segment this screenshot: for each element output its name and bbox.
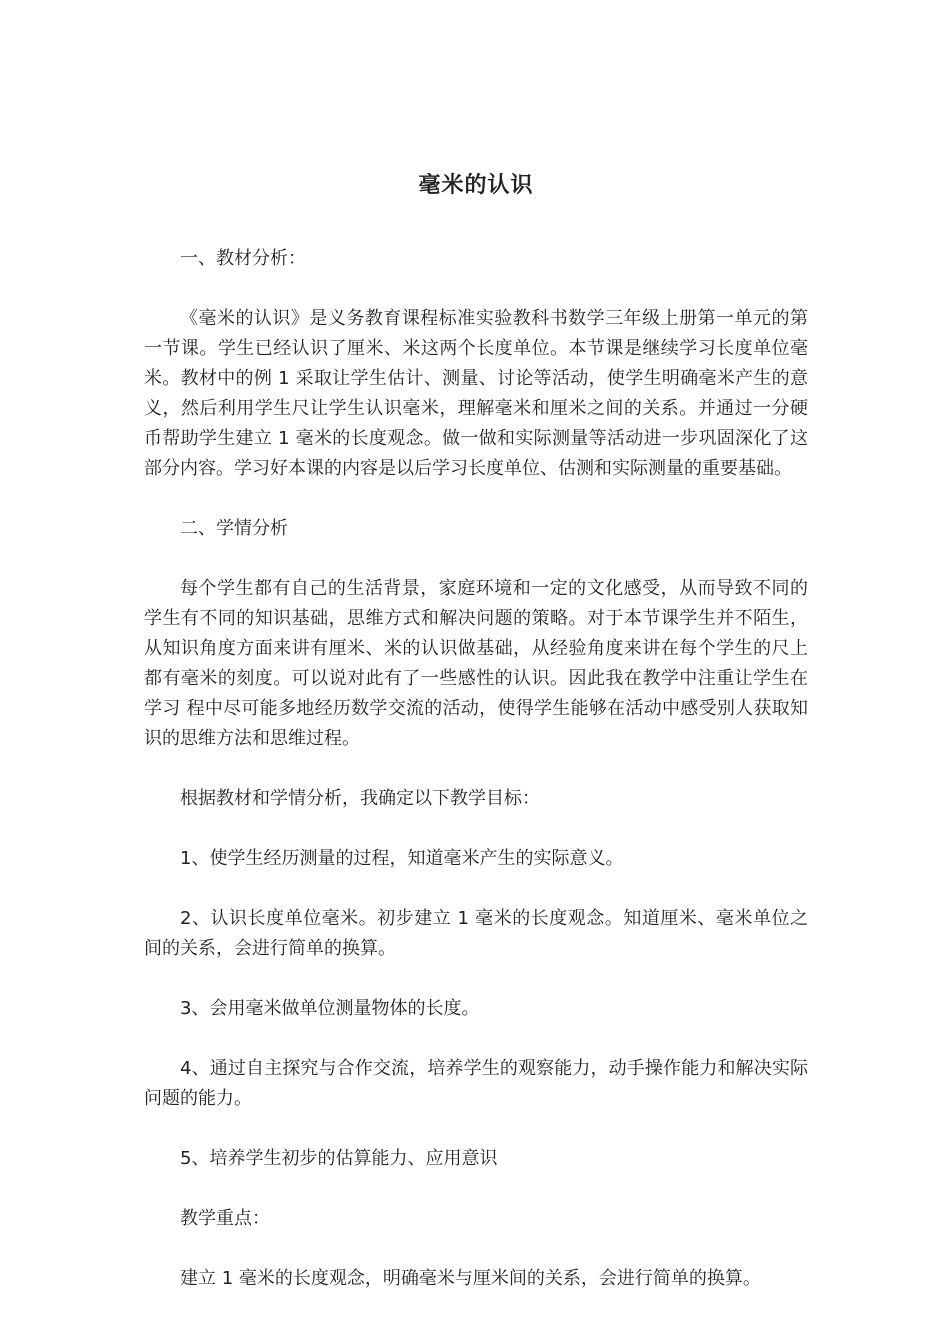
section-heading-student-analysis: 二、学情分析 (180, 518, 288, 539)
paragraph-student-analysis: 每个学生都有自己的生活背景，家庭环境和一定的文化感受，从而导致不同的学生有不同的知识基础，思维方式和解决问题的策略。对于本节课学生并不陌生，从知识角度方面来讲有厘米、米的认识做基础，从经验角度来讲在每个学生的尺上都有毫米的刻度。可以说对此有了一些感性的认识。因此我在教学中注重让学生在学习 程中尽可能多地经历数学交流的活动，使得学生能够在活动中感受别人获取知识的思维方法和思维过程。 (144, 578, 808, 749)
goal-item-5: 5、培养学生初步的估算能力、应用意识 (180, 1148, 498, 1169)
paragraph-textbook-analysis: 《毫米的认识》是义务教育课程标准实验教科书数学三年级上册第一单元的第一节课。学生已经认识了厘米、米这两个长度单位。本节课是继续学习长度单位毫米。教材中的例 1 采取让学生估计、测量、讨论等活动，使学生明确毫米产生的意义，然后利用学生尺让学生认识毫米，理解毫米和厘米之间的关系。并通过一分硬币帮助学生建立 1 毫米的长度观念。做一做和实际测量等活动进一步巩固深化了这部分内容。学习好本课的内容是以后学习长度单位、估测和实际测量的重要基础。 (144, 308, 808, 479)
paragraph-key-points: 建立 1 毫米的长度观念，明确毫米与厘米间的关系，会进行简单的换算。 (180, 1268, 761, 1289)
goal-item-4: 4、通过自主探究与合作交流，培养学生的观察能力，动手操作能力和解决实际问题的能力。 (144, 1058, 808, 1109)
paragraph-goals-intro: 根据教材和学情分析，我确定以下教学目标： (180, 788, 540, 809)
document-page (144, 166, 808, 1324)
section-heading-textbook-analysis: 一、教材分析： (180, 248, 306, 269)
section-heading-key-points: 教学重点： (180, 1208, 270, 1229)
goal-item-3: 3、会用毫米做单位测量物体的长度。 (180, 998, 480, 1019)
goal-item-1: 1、使学生经历测量的过程，知道毫米产生的实际意义。 (180, 848, 624, 869)
goal-item-2: 2、认识长度单位毫米。初步建立 1 毫米的长度观念。知道厘米、毫米单位之间的关系，会进行简单的换算。 (144, 908, 808, 959)
document-title: 毫米的认识 (418, 173, 534, 198)
